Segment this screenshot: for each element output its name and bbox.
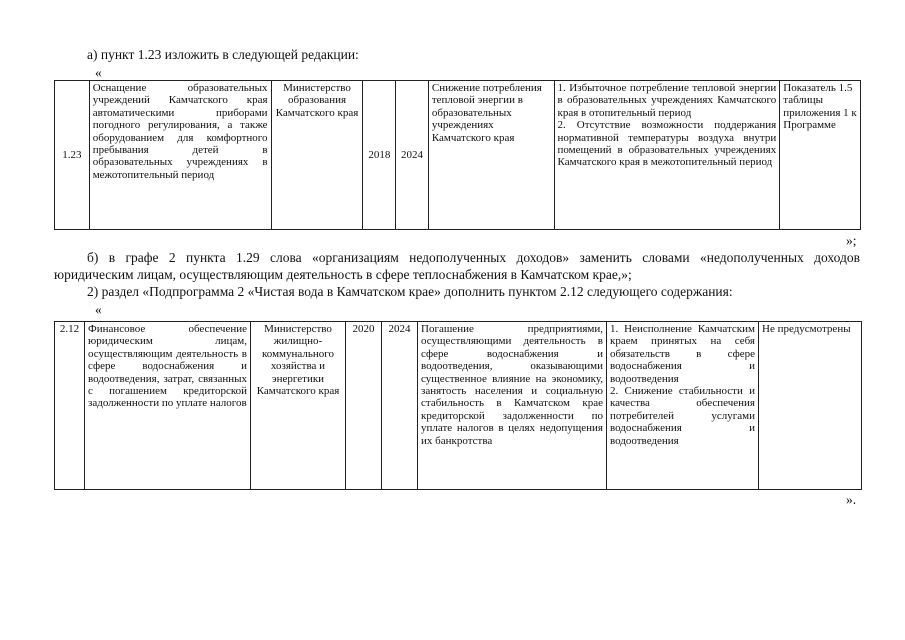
measure-name: Финансовое обеспечение юридическим лицам, осуществляющим деятельность в сфере водоснабжения и водоотведения, затрат, связанных с погашением кредиторской задолженности по уплате налогов xyxy=(85,322,251,490)
program-table-item-1-23 xyxy=(54,80,861,230)
responsible-executor: Министерство жилищно-коммунального хозяйства и энергетики Камчатского края xyxy=(251,322,346,490)
expected-result: Снижение потребления тепловой энергии в образовательных учреждениях Камчатского края xyxy=(428,81,554,230)
paragraph-2: 2) раздел «Подпрограмма 2 «Чистая вода в Камчатском крае» дополнить пунктом 2.12 следующего содержания: xyxy=(87,284,733,299)
closing-quote: ». xyxy=(846,492,857,507)
program-table-item-2-12 xyxy=(54,321,862,490)
end-year: 2024 xyxy=(396,81,429,230)
consequence-2: 2. Снижение стабильности и качества обеспечения потребителей услугами водоснабжения и водоотведения xyxy=(610,385,755,447)
measure-name: Оснащение образовательных учреждений Камчатского края автоматическими приборами погодного регулирования, а также оборудованием для комфортного пребывания детей в образовательных учреждениях в межотопительный период xyxy=(89,81,271,230)
paragraph-a: а) пункт 1.23 изложить в следующей редакции: xyxy=(87,47,359,62)
paragraph-b-line-1: б) в графе 2 пункта 1.29 слова «организациям недополученных доходов» заменить словами «недополученных доходов xyxy=(87,250,860,265)
opening-quote: « xyxy=(95,302,102,317)
non-implementation-consequences xyxy=(607,322,759,490)
non-implementation-consequences xyxy=(554,81,780,230)
responsible-executor: Министерство образования Камчатского края xyxy=(271,81,363,230)
start-year: 2020 xyxy=(346,322,382,490)
opening-quote: « xyxy=(95,65,102,80)
indicator-link: Показатель 1.5 таблицы приложения 1 к Программе xyxy=(780,81,861,230)
item-number: 1.23 xyxy=(55,81,90,230)
item-number: 2.12 xyxy=(55,322,85,490)
start-year: 2018 xyxy=(363,81,396,230)
consequence-2: 2. Отсутствие возможности поддержания нормативной температуры воздуха внутри помещений в образовательных учреждениях Камчатского края в межотопительный период xyxy=(557,119,777,169)
closing-quote: »; xyxy=(846,233,857,248)
expected-result: Погашение предприятиями, осуществляющими деятельность в сфере водоснабжения и водоотведения, оказывающими существенное влияние на экономику, занятость населения и социальную стабильность в Камчатском крае кредиторской задолженности по уплате налогов в целях недопущения их банкротства xyxy=(418,322,607,490)
consequence-1: 1. Неисполнение Камчатским краем принятых на себя обязательств в сфере водоснабжения и водоотведения xyxy=(610,323,755,385)
consequence-1: 1. Избыточное потребление тепловой энергии в образовательных учреждениях Камчатского края в отопительный период xyxy=(557,82,777,119)
indicator-link: Не предусмотрены xyxy=(759,322,862,490)
end-year: 2024 xyxy=(382,322,418,490)
paragraph-b-line-2: юридическим лицам, осуществляющим деятельность в сфере теплоснабжения в Камчатском крае,»; xyxy=(54,267,632,282)
